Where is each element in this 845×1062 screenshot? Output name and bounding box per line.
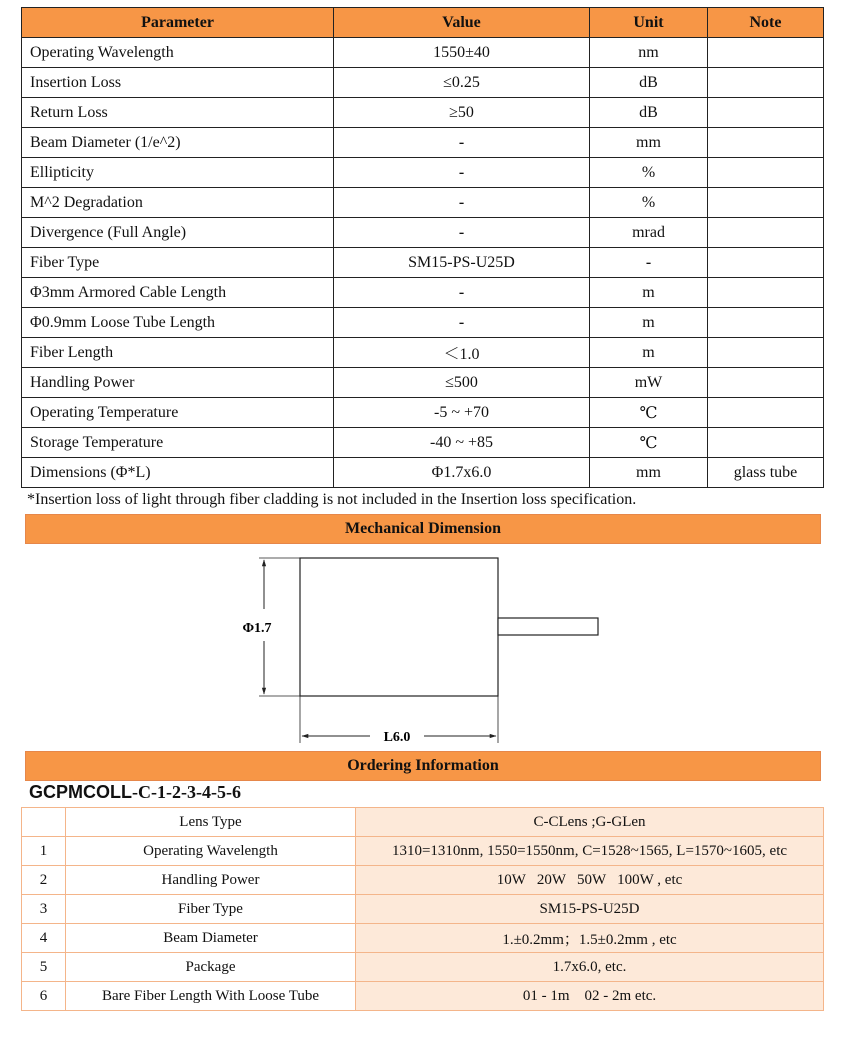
index-cell: 1 xyxy=(22,837,66,866)
table-row xyxy=(22,924,824,953)
table-row xyxy=(22,458,824,488)
value-cell: Φ1.7x6.0 xyxy=(334,458,590,488)
note-cell xyxy=(708,98,824,128)
option-label-cell: Beam Diameter xyxy=(66,924,356,953)
unit-cell: dB xyxy=(590,68,708,98)
option-label-cell: Operating Wavelength xyxy=(66,837,356,866)
table-row xyxy=(22,308,824,338)
unit-cell: % xyxy=(590,188,708,218)
index-cell: 5 xyxy=(22,953,66,982)
option-value-cell: 1.±0.2mm；1.5±0.2mm , etc xyxy=(356,924,824,953)
unit-cell: mm xyxy=(590,128,708,158)
note-cell xyxy=(708,278,824,308)
length-label: L6.0 xyxy=(383,730,411,745)
header-parameter: Parameter xyxy=(22,8,334,38)
index-cell: 3 xyxy=(22,895,66,924)
ordering-information-title: Ordering Information xyxy=(25,751,821,781)
table-row xyxy=(22,218,824,248)
value-cell: ≤500 xyxy=(334,368,590,398)
table-row xyxy=(22,982,824,1011)
value-cell: - xyxy=(334,128,590,158)
table-row xyxy=(22,278,824,308)
footnote: *Insertion loss of light through fiber cladding is not included in the Insertion loss specification. xyxy=(27,491,637,508)
parameter-cell: Fiber Type xyxy=(22,248,334,278)
parameter-cell: Operating Wavelength xyxy=(22,38,334,68)
index-cell: 2 xyxy=(22,866,66,895)
unit-cell: m xyxy=(590,338,708,368)
parameter-cell: Storage Temperature xyxy=(22,428,334,458)
note-cell xyxy=(708,338,824,368)
parameter-cell: Φ0.9mm Loose Tube Length xyxy=(22,308,334,338)
parameter-cell: Φ3mm Armored Cable Length xyxy=(22,278,334,308)
note-cell: glass tube xyxy=(708,458,824,488)
table-row xyxy=(22,808,824,837)
header-unit: Unit xyxy=(590,8,708,38)
unit-cell: dB xyxy=(590,98,708,128)
ordering-table xyxy=(21,807,824,1011)
note-cell xyxy=(708,308,824,338)
unit-cell: mrad xyxy=(590,218,708,248)
note-cell xyxy=(708,38,824,68)
table-row xyxy=(22,188,824,218)
part-number-code xyxy=(29,782,241,803)
option-label-cell: Lens Type xyxy=(66,808,356,837)
table-row xyxy=(22,38,824,68)
table-row xyxy=(22,98,824,128)
value-cell: ≤0.25 xyxy=(334,68,590,98)
header-value: Value xyxy=(334,8,590,38)
unit-cell: mm xyxy=(590,458,708,488)
value-cell: - xyxy=(334,278,590,308)
part-number-suffix: -C-1-2-3-4-5-6 xyxy=(132,782,241,802)
note-cell xyxy=(708,218,824,248)
note-cell xyxy=(708,248,824,278)
spec-header-row xyxy=(22,8,824,38)
option-value-cell: SM15-PS-U25D xyxy=(356,895,824,924)
parameter-cell: Fiber Length xyxy=(22,338,334,368)
unit-cell: nm xyxy=(590,38,708,68)
unit-cell: - xyxy=(590,248,708,278)
unit-cell: m xyxy=(590,278,708,308)
note-cell xyxy=(708,398,824,428)
option-label-cell: Fiber Type xyxy=(66,895,356,924)
table-row xyxy=(22,398,824,428)
value-cell: - xyxy=(334,158,590,188)
table-row xyxy=(22,248,824,278)
diameter-label: Φ1.7 xyxy=(242,621,272,636)
option-value-cell: C-CLens ;G-GLen xyxy=(356,808,824,837)
table-row xyxy=(22,866,824,895)
option-label-cell: Package xyxy=(66,953,356,982)
unit-cell: m xyxy=(590,308,708,338)
header-note: Note xyxy=(708,8,824,38)
index-cell: 4 xyxy=(22,924,66,953)
table-row xyxy=(22,953,824,982)
parameter-cell: Insertion Loss xyxy=(22,68,334,98)
index-cell: 6 xyxy=(22,982,66,1011)
note-cell xyxy=(708,188,824,218)
mechanical-dimension-title: Mechanical Dimension xyxy=(25,514,821,544)
table-row xyxy=(22,837,824,866)
unit-cell: ℃ xyxy=(590,428,708,458)
value-cell: ＜1.0 xyxy=(334,338,590,368)
table-row xyxy=(22,158,824,188)
option-value-cell: 1310=1310nm, 1550=1550nm, C=1528~1565, L=1570~1605, etc xyxy=(356,837,824,866)
unit-cell: ℃ xyxy=(590,398,708,428)
parameter-cell: Handling Power xyxy=(22,368,334,398)
parameter-cell: Operating Temperature xyxy=(22,398,334,428)
table-row xyxy=(22,428,824,458)
table-row xyxy=(22,68,824,98)
option-value-cell: 1.7x6.0, etc. xyxy=(356,953,824,982)
value-cell: - xyxy=(334,218,590,248)
spec-table xyxy=(21,7,824,488)
note-cell xyxy=(708,158,824,188)
parameter-cell: Ellipticity xyxy=(22,158,334,188)
table-row xyxy=(22,368,824,398)
value-cell: - xyxy=(334,188,590,218)
option-value-cell: 10W 20W 50W 100W , etc xyxy=(356,866,824,895)
option-label-cell: Handling Power xyxy=(66,866,356,895)
parameter-cell: Divergence (Full Angle) xyxy=(22,218,334,248)
table-row xyxy=(22,895,824,924)
mechanical-drawing xyxy=(0,545,845,750)
note-cell xyxy=(708,68,824,98)
note-cell xyxy=(708,428,824,458)
value-cell: 1550±40 xyxy=(334,38,590,68)
value-cell: -5 ~ +70 xyxy=(334,398,590,428)
unit-cell: mW xyxy=(590,368,708,398)
value-cell: -40 ~ +85 xyxy=(334,428,590,458)
option-value-cell: 01 - 1m 02 - 2m etc. xyxy=(356,982,824,1011)
parameter-cell: M^2 Degradation xyxy=(22,188,334,218)
parameter-cell: Dimensions (Φ*L) xyxy=(22,458,334,488)
fiber-pigtail xyxy=(498,618,598,635)
part-number-prefix: GCPMCOLL xyxy=(29,782,132,802)
parameter-cell: Return Loss xyxy=(22,98,334,128)
collimator-body xyxy=(300,558,498,696)
value-cell: - xyxy=(334,308,590,338)
note-cell xyxy=(708,128,824,158)
value-cell: ≥50 xyxy=(334,98,590,128)
value-cell: SM15-PS-U25D xyxy=(334,248,590,278)
parameter-cell: Beam Diameter (1/e^2) xyxy=(22,128,334,158)
index-cell xyxy=(22,808,66,837)
table-row xyxy=(22,338,824,368)
option-label-cell: Bare Fiber Length With Loose Tube xyxy=(66,982,356,1011)
unit-cell: % xyxy=(590,158,708,188)
table-row xyxy=(22,128,824,158)
note-cell xyxy=(708,368,824,398)
